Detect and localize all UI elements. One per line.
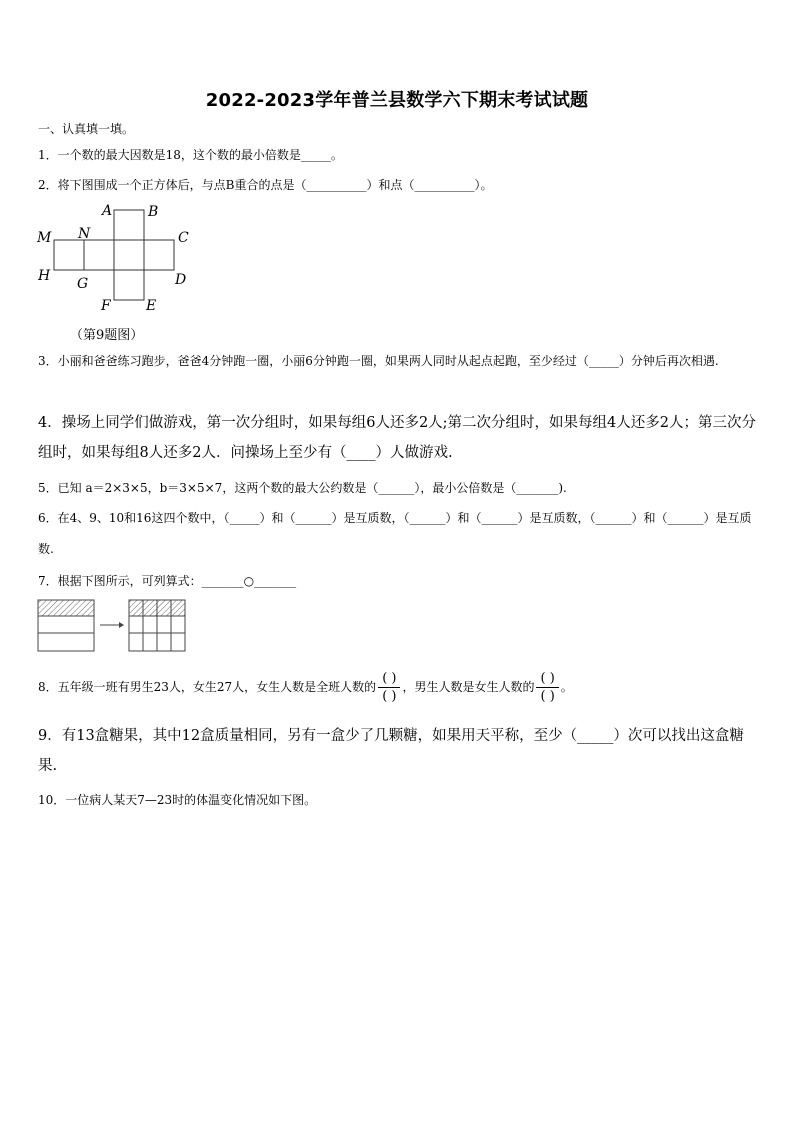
label-f: F xyxy=(101,298,111,314)
question-9: 9．有13盒糖果，其中12盒质量相同，另有一盒少了几颗糖，如果用天平称，至少（_____）次可以找出这盒糖果. xyxy=(38,728,744,774)
question-8 xyxy=(38,667,760,707)
q8-text-3: 。 xyxy=(560,680,573,694)
question-10: 10．一位病人某天7—23时的体温变化情况如下图。 xyxy=(38,793,317,807)
label-e: E xyxy=(146,298,157,314)
label-c: C xyxy=(178,230,189,246)
left-rectangle xyxy=(38,600,94,651)
q8-text-1: 8．五年级一班有男生23人，女生27人，女生人数是全班人数的 xyxy=(38,680,377,694)
question-7: 7．根据下图所示，可列算式：_______○_______ xyxy=(38,574,297,588)
label-g: G xyxy=(77,276,89,292)
label-b: B xyxy=(148,204,159,220)
fraction-blank-2[interactable] xyxy=(536,670,558,705)
question-1: 1．一个数的最大因数是18，这个数的最小倍数是_____。 xyxy=(38,148,343,162)
arrow-icon xyxy=(100,622,124,628)
fraction-diagram xyxy=(37,598,189,654)
question-4: 4．操场上同学们做游戏，第一次分组时，如果每组6人还多2人;第二次分组时，如果每组4人还多2人；第三次分组时，如果每组8人还多2人．问操场上至少有（____）人做游戏. xyxy=(38,415,757,461)
label-n: N xyxy=(78,226,91,242)
denominator-blank: ( ) xyxy=(382,689,397,704)
question-6: 6．在4、9、10和16这四个数中，（_____）和（______）是互质数，（______）和（______）是互质数，（______）和（______）是互质数. xyxy=(38,511,752,556)
right-rectangle xyxy=(129,600,185,651)
fraction-blank-1[interactable] xyxy=(378,670,400,705)
numerator-blank: ( ) xyxy=(378,670,400,688)
label-a: A xyxy=(102,203,113,219)
question-3: 3．小丽和爸爸练习跑步，爸爸4分钟跑一圈，小丽6分钟跑一圈，如果两人同时从起点起跑，至少经过（_____）分钟后再次相遇. xyxy=(38,354,719,368)
label-m: M xyxy=(37,230,52,246)
page-title: 2022-2023学年普兰县数学六下期末考试试题 xyxy=(205,90,589,111)
label-d: D xyxy=(175,272,187,288)
figure-caption: （第9题图） xyxy=(70,328,144,343)
q8-text-2: ，男生人数是女生人数的 xyxy=(402,680,535,694)
denominator-blank: ( ) xyxy=(540,689,555,704)
cube-net-figure xyxy=(34,200,204,320)
label-h: H xyxy=(38,268,51,284)
numerator-blank: ( ) xyxy=(536,670,558,688)
section-heading: 一、认真填一填。 xyxy=(38,122,135,136)
question-2: 2．将下图围成一个正方体后，与点B重合的点是（__________）和点（__________）。 xyxy=(38,178,493,192)
question-5: 5．已知 a＝2×3×5，b＝3×5×7，这两个数的最大公约数是（______），最小公倍数是（_______). xyxy=(38,481,567,495)
